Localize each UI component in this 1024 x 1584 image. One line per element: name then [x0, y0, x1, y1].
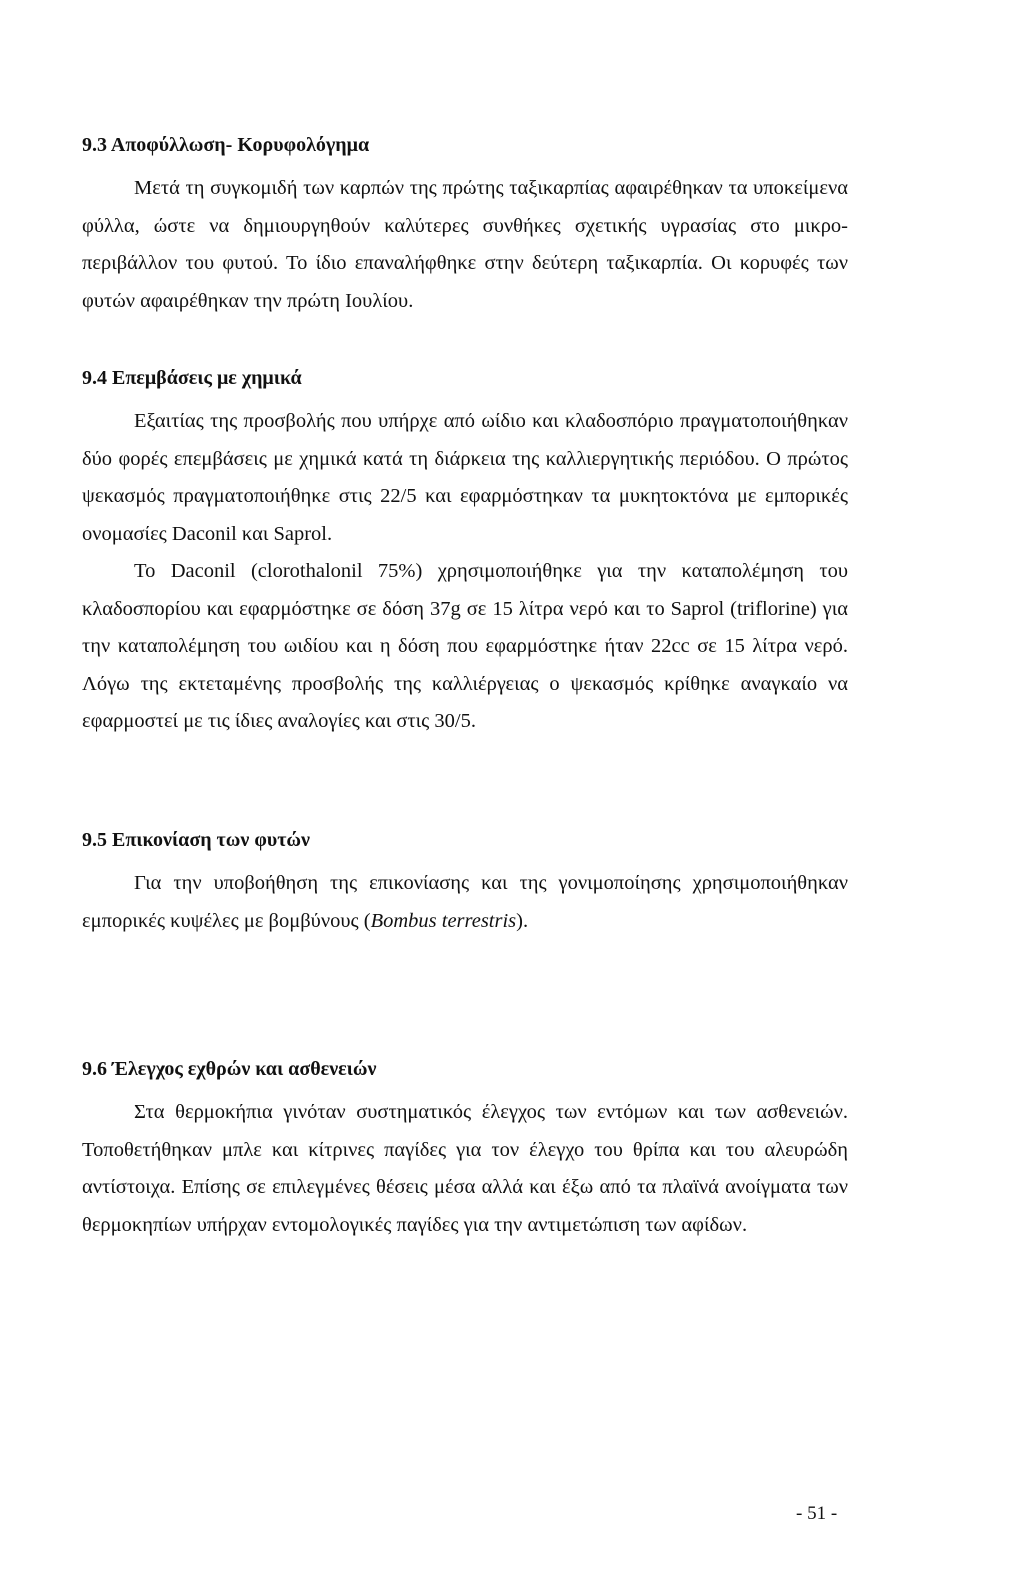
paragraph: Το Daconil (clorothalonil 75%) χρησιμοποιήθηκε για την καταπολέμηση του κλαδοσπορίου και εφαρμόστηκε σε δόση 37g σε 15 λίτρα νερό και το Saprol (triflorine) για την καταπολέμηση του ωιδίου και η δόση που εφαρμόστηκε ήταν 22cc σε 15 λίτρα νερό. Λόγω της εκτεταμένης προσβολής της καλλιέργειας ο ψεκασμός κρίθηκε αναγκαίο να εφαρμοστεί με τις ίδιες αναλογίες και στις 30/5. [82, 560, 848, 732]
section-9-3 [82, 133, 848, 320]
paragraph: Στα θερμοκήπια γινόταν συστηματικός έλεγχος των εντόμων και των ασθενειών. Τοποθετήθηκαν μπλε και κίτρινες παγίδες για τον έλεγχο του θρίπα και του αλευρώδη αντίστοιχα. Επίσης σε επιλεγμένες θέσεις μέσα αλλά και έξω από τα πλαϊνά ανοίγματα των θερμοκηπίων υπήρχαν εντομολογικές παγίδες για την αντιμετώπιση των αφίδων. [82, 1101, 848, 1236]
paragraph-text-end: ). [516, 909, 529, 932]
page-number: - 51 - [796, 1503, 838, 1524]
section-9-6 [82, 1057, 848, 1244]
section-heading: 9.4 Επεμβάσεις με χημικά [82, 367, 302, 389]
section-9-5 [82, 828, 848, 940]
paragraph-text: Για την υποβοήθηση της επικονίασης και της γονιμοποίησης χρησιμοποιήθηκαν εμπορικές κυψέλες με βομβύνους ( [82, 872, 848, 932]
paragraph [82, 865, 848, 940]
section-heading: 9.5 Επικονίαση των φυτών [82, 829, 310, 851]
section-9-4 [82, 366, 848, 741]
section-heading: 9.6 Έλεγχος εχθρών και ασθενειών [82, 1058, 377, 1080]
section-heading: 9.3 Αποφύλλωση- Κορυφολόγημα [82, 134, 370, 156]
paragraph: Εξαιτίας της προσβολής που υπήρχε από ωίδιο και κλαδοσπόριο πραγματοποιήθηκαν δύο φορές επεμβάσεις με χημικά κατά τη διάρκεια της καλλιεργητικής περιόδου. Ο πρώτος ψεκασμός πραγματοποιήθηκε στις 22/5 και εφαρμόστηκαν τα μυκητοκτόνα με εμπορικές ονομασίες Daconil και Saprol. [82, 410, 848, 545]
species-name: Bombus terrestris [370, 909, 517, 932]
paragraph: Μετά τη συγκομιδή των καρπών της πρώτης ταξικαρπίας αφαιρέθηκαν τα υποκείμενα φύλλα, ώστε να δημιουργηθούν καλύτερες συνθήκες σχετικής υγρασίας στο μικρο-περιβάλλον του φυτού. Το ίδιο επαναλήφθηκε στην δεύτερη ταξικαρπία. Οι κορυφές των φυτών αφαιρέθηκαν την πρώτη Ιουλίου. [82, 177, 848, 312]
